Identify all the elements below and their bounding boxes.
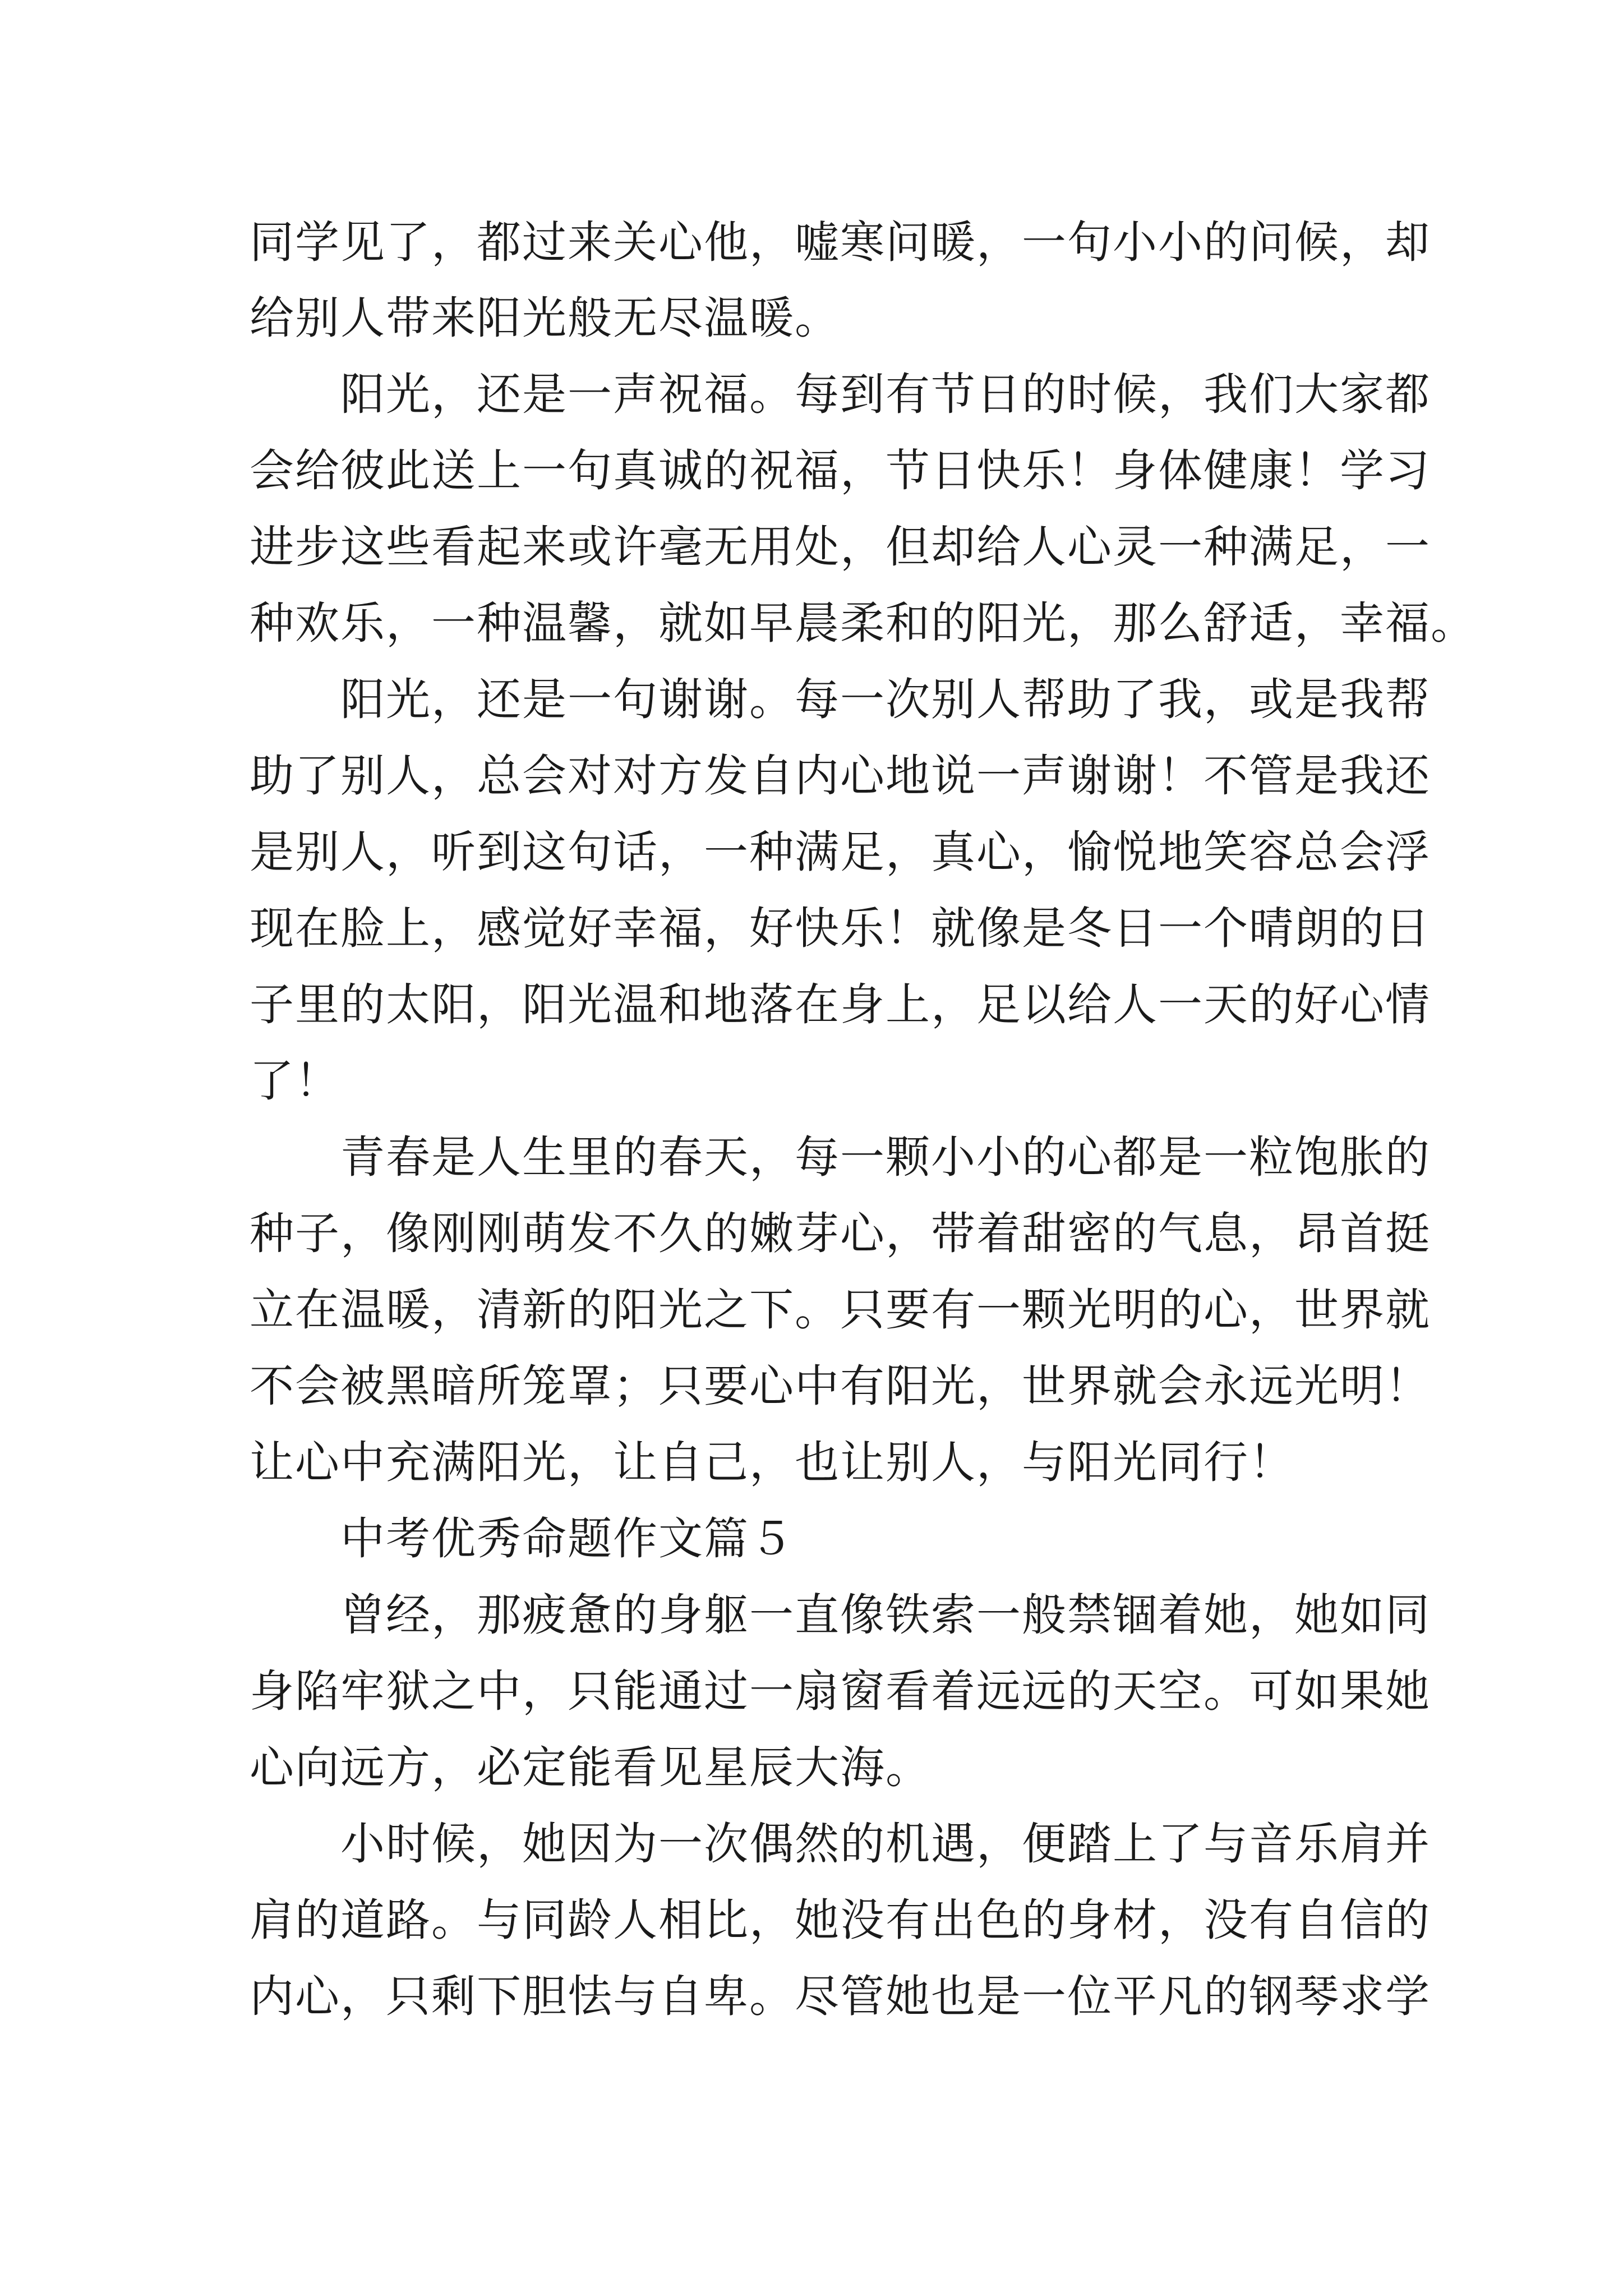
text-line: 心向远方，必定能看见星辰大海。 [250, 1742, 931, 1793]
text-line: 会给彼此送上一句真诚的祝福，节日快乐！身体健康！学习 [250, 445, 1431, 496]
text-line: 让心中充满阳光，让自己，也让别人，与阳光同行！ [250, 1437, 1294, 1488]
text-line: 肩的道路。与同龄人相比，她没有出色的身材，没有自信的 [250, 1894, 1431, 1946]
text-line: 同学见了，都过来关心他，嘘寒问暖，一句小小的问候，却 [250, 217, 1431, 268]
text-line: 曾经，那疲惫的身躯一直像铁索一般禁锢着她，她如同 [250, 1589, 1431, 1641]
text-line: 内心，只剩下胆怯与自卑。尽管她也是一位平凡的钢琴求学 [250, 1971, 1431, 2022]
text-line: 是别人，听到这句话，一种满足，真心，愉悦地笑容总会浮 [250, 826, 1431, 878]
section-heading: 中考优秀命题作文篇５ [250, 1513, 795, 1565]
text-line: 阳光，还是一声祝福。每到有节日的时候，我们大家都 [250, 369, 1431, 420]
text-line: 子里的太阳，阳光温和地落在身上，足以给人一天的好心情 [250, 979, 1431, 1030]
text-line: 阳光，还是一句谢谢。每一次别人帮助了我，或是我帮 [250, 674, 1431, 725]
text-line: 立在温暖，清新的阳光之下。只要有一颗光明的心，世界就 [250, 1284, 1431, 1336]
text-line: 青春是人生里的春天，每一颗小小的心都是一粒饱胀的 [250, 1131, 1431, 1183]
text-line: 小时候，她因为一次偶然的机遇，便踏上了与音乐肩并 [250, 1818, 1431, 1870]
text-line: 种欢乐，一种温馨，就如早晨柔和的阳光，那么舒适，幸福。 [250, 597, 1476, 649]
text-line: 助了别人，总会对对方发自内心地说一声谢谢！不管是我还 [250, 750, 1431, 802]
text-line: 身陷牢狱之中，只能通过一扇窗看着远远的天空。可如果她 [250, 1665, 1431, 1717]
text-line: 进步这些看起来或许毫无用处，但却给人心灵一种满足，一 [250, 521, 1431, 573]
text-line: 种子，像刚刚萌发不久的嫩芽心，带着甜密的气息，昂首挺 [250, 1208, 1431, 1259]
text-line: 给别人带来阳光般无尽温暖。 [250, 292, 840, 344]
text-line: 现在脸上，感觉好幸福，好快乐！就像是冬日一个晴朗的日 [250, 903, 1431, 954]
text-line: 不会被黑暗所笼罩；只要心中有阳光，世界就会永远光明！ [250, 1360, 1431, 1412]
text-line: 了！ [250, 1055, 340, 1107]
